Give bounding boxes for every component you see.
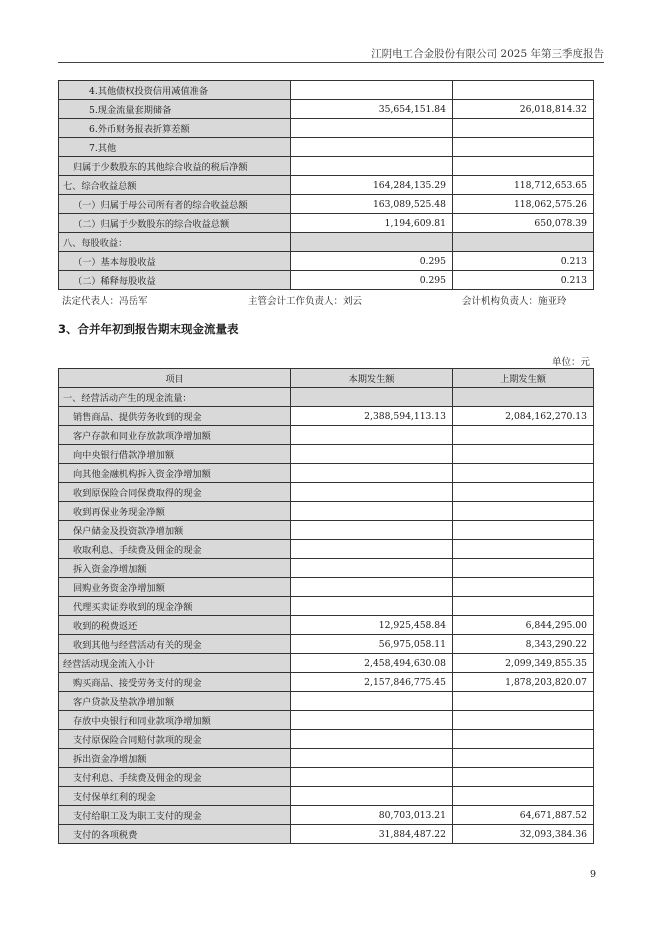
previous-period-value xyxy=(453,540,594,559)
page-header: 江阴电工合金股份有限公司 2025 年第三季度报告 xyxy=(371,48,604,60)
row-label: 一、经营活动产生的现金流量： xyxy=(59,388,291,407)
table-row xyxy=(59,730,594,749)
table-row xyxy=(59,464,594,483)
previous-period-value xyxy=(453,119,594,138)
current-period-value: 2,388,594,113.13 xyxy=(291,407,453,426)
current-period-value: 80,703,013.21 xyxy=(291,806,453,825)
current-period-value xyxy=(291,521,453,540)
previous-period-value: 2,084,162,270.13 xyxy=(453,407,594,426)
current-period-value xyxy=(291,233,453,252)
row-label: 收到其他与经营活动有关的现金 xyxy=(59,635,291,654)
cash-flow-table xyxy=(58,368,594,844)
previous-period-value xyxy=(453,426,594,445)
previous-period-value xyxy=(453,233,594,252)
previous-period-value xyxy=(453,559,594,578)
table-header-row xyxy=(59,369,594,388)
previous-period-value xyxy=(453,768,594,787)
row-label: 向其他金融机构拆入资金净增加额 xyxy=(59,464,291,483)
table-row xyxy=(59,214,594,233)
row-label: 支付原保险合同赔付款项的现金 xyxy=(59,730,291,749)
table-row xyxy=(59,635,594,654)
table-row xyxy=(59,806,594,825)
current-period-value: 0.295 xyxy=(291,252,453,271)
unit-label: 单位：元 xyxy=(551,357,590,368)
previous-period-value xyxy=(453,388,594,407)
row-label: 八、每股收益： xyxy=(59,233,291,252)
table-row xyxy=(59,138,594,157)
table-row xyxy=(59,388,594,407)
previous-period-value xyxy=(453,711,594,730)
current-period-value xyxy=(291,768,453,787)
row-label: 保户储金及投资款净增加额 xyxy=(59,521,291,540)
table-row xyxy=(59,521,594,540)
current-period-value xyxy=(291,138,453,157)
table-row xyxy=(59,233,594,252)
row-label: 存放中央银行和同业款项净增加额 xyxy=(59,711,291,730)
previous-period-value xyxy=(453,81,594,100)
row-label: （一）归属于母公司所有者的综合收益总额 xyxy=(59,195,291,214)
table-row xyxy=(59,768,594,787)
accounting-head: 主管会计工作负责人：刘云 xyxy=(248,296,363,307)
table-row xyxy=(59,578,594,597)
previous-period-value: 32,093,384.36 xyxy=(453,825,594,844)
row-label: 收取利息、手续费及佣金的现金 xyxy=(59,540,291,559)
previous-period-value xyxy=(453,502,594,521)
row-label: 销售商品、提供劳务收到的现金 xyxy=(59,407,291,426)
table-row xyxy=(59,483,594,502)
income-statement-table xyxy=(58,80,594,290)
table-row xyxy=(59,616,594,635)
previous-period-value xyxy=(453,521,594,540)
row-label: 收到再保业务现金净额 xyxy=(59,502,291,521)
row-label: 归属于少数股东的其他综合收益的税后净额 xyxy=(59,157,291,176)
table-row xyxy=(59,673,594,692)
table-row xyxy=(59,654,594,673)
table-row xyxy=(59,271,594,290)
table-row xyxy=(59,502,594,521)
row-label: 代理买卖证券收到的现金净额 xyxy=(59,597,291,616)
row-label: 5.现金流量套期储备 xyxy=(59,100,291,119)
table-row xyxy=(59,540,594,559)
current-period-value xyxy=(291,730,453,749)
previous-period-value: 118,712,653.65 xyxy=(453,176,594,195)
previous-period-value xyxy=(453,597,594,616)
row-label: 拆入资金净增加额 xyxy=(59,559,291,578)
previous-period-value xyxy=(453,157,594,176)
column-header-item: 项目 xyxy=(59,369,291,388)
previous-period-value: 64,671,887.52 xyxy=(453,806,594,825)
previous-period-value: 6,844,295.00 xyxy=(453,616,594,635)
row-label: 支付给职工及为职工支付的现金 xyxy=(59,806,291,825)
row-label: 七、综合收益总额 xyxy=(59,176,291,195)
row-label: （二）归属于少数股东的综合收益总额 xyxy=(59,214,291,233)
current-period-value xyxy=(291,388,453,407)
row-label: 收到的税费返还 xyxy=(59,616,291,635)
current-period-value: 35,654,151.84 xyxy=(291,100,453,119)
previous-period-value: 2,099,349,855.35 xyxy=(453,654,594,673)
current-period-value xyxy=(291,464,453,483)
row-label: 支付利息、手续费及佣金的现金 xyxy=(59,768,291,787)
previous-period-value xyxy=(453,445,594,464)
table-row xyxy=(59,100,594,119)
row-label: 购买商品、接受劳务支付的现金 xyxy=(59,673,291,692)
table-row xyxy=(59,787,594,806)
previous-period-value xyxy=(453,483,594,502)
row-label: 6.外币财务报表折算差额 xyxy=(59,119,291,138)
row-label: 客户存款和同业存放款项净增加额 xyxy=(59,426,291,445)
row-label: 支付保单红利的现金 xyxy=(59,787,291,806)
current-period-value xyxy=(291,157,453,176)
current-period-value xyxy=(291,445,453,464)
previous-period-value: 8,343,290.22 xyxy=(453,635,594,654)
table-row xyxy=(59,252,594,271)
current-period-value xyxy=(291,81,453,100)
current-period-value xyxy=(291,749,453,768)
previous-period-value: 0.213 xyxy=(453,271,594,290)
previous-period-value: 650,078.39 xyxy=(453,214,594,233)
table-row xyxy=(59,749,594,768)
previous-period-value: 1,878,203,820.07 xyxy=(453,673,594,692)
current-period-value xyxy=(291,597,453,616)
current-period-value xyxy=(291,692,453,711)
legal-representative: 法定代表人：冯岳军 xyxy=(62,296,148,307)
table-row xyxy=(59,176,594,195)
table-row xyxy=(59,81,594,100)
row-label: 拆出资金净增加额 xyxy=(59,749,291,768)
previous-period-value xyxy=(453,692,594,711)
current-period-value xyxy=(291,540,453,559)
page-number: 9 xyxy=(589,869,596,880)
previous-period-value: 118,062,575.26 xyxy=(453,195,594,214)
current-period-value xyxy=(291,119,453,138)
previous-period-value xyxy=(453,578,594,597)
table-row xyxy=(59,426,594,445)
current-period-value xyxy=(291,426,453,445)
current-period-value: 163,089,525.48 xyxy=(291,195,453,214)
accounting-org-head: 会计机构负责人：施亚玲 xyxy=(462,296,567,307)
previous-period-value: 0.213 xyxy=(453,252,594,271)
table-row xyxy=(59,597,594,616)
row-label: （一）基本每股收益 xyxy=(59,252,291,271)
current-period-value xyxy=(291,578,453,597)
table-row xyxy=(59,692,594,711)
current-period-value: 164,284,135.29 xyxy=(291,176,453,195)
current-period-value xyxy=(291,559,453,578)
previous-period-value xyxy=(453,749,594,768)
current-period-value: 0.295 xyxy=(291,271,453,290)
current-period-value xyxy=(291,483,453,502)
table-row xyxy=(59,559,594,578)
table-row xyxy=(59,445,594,464)
current-period-value xyxy=(291,787,453,806)
previous-period-value xyxy=(453,787,594,806)
current-period-value: 2,157,846,775.45 xyxy=(291,673,453,692)
previous-period-value: 26,018,814.32 xyxy=(453,100,594,119)
current-period-value: 56,975,058.11 xyxy=(291,635,453,654)
table-row xyxy=(59,711,594,730)
current-period-value xyxy=(291,711,453,730)
table-row xyxy=(59,157,594,176)
row-label: （二）稀释每股收益 xyxy=(59,271,291,290)
row-label: 客户贷款及垫款净增加额 xyxy=(59,692,291,711)
header-rule xyxy=(58,62,604,63)
row-label: 经营活动现金流入小计 xyxy=(59,654,291,673)
column-header-current: 本期发生额 xyxy=(291,369,453,388)
table-row xyxy=(59,195,594,214)
row-label: 7.其他 xyxy=(59,138,291,157)
row-label: 回购业务资金净增加额 xyxy=(59,578,291,597)
current-period-value: 1,194,609.81 xyxy=(291,214,453,233)
row-label: 收到原保险合同保费取得的现金 xyxy=(59,483,291,502)
row-label: 4.其他债权投资信用减值准备 xyxy=(59,81,291,100)
table-row xyxy=(59,119,594,138)
current-period-value: 12,925,458.84 xyxy=(291,616,453,635)
current-period-value xyxy=(291,502,453,521)
table-row xyxy=(59,407,594,426)
previous-period-value xyxy=(453,730,594,749)
previous-period-value xyxy=(453,464,594,483)
current-period-value: 31,884,487.22 xyxy=(291,825,453,844)
column-header-previous: 上期发生额 xyxy=(453,369,594,388)
table-row xyxy=(59,825,594,844)
previous-period-value xyxy=(453,138,594,157)
current-period-value: 2,458,494,630.08 xyxy=(291,654,453,673)
row-label: 支付的各项税费 xyxy=(59,825,291,844)
row-label: 向中央银行借款净增加额 xyxy=(59,445,291,464)
section-title: 3、合并年初到报告期末现金流量表 xyxy=(58,322,239,336)
